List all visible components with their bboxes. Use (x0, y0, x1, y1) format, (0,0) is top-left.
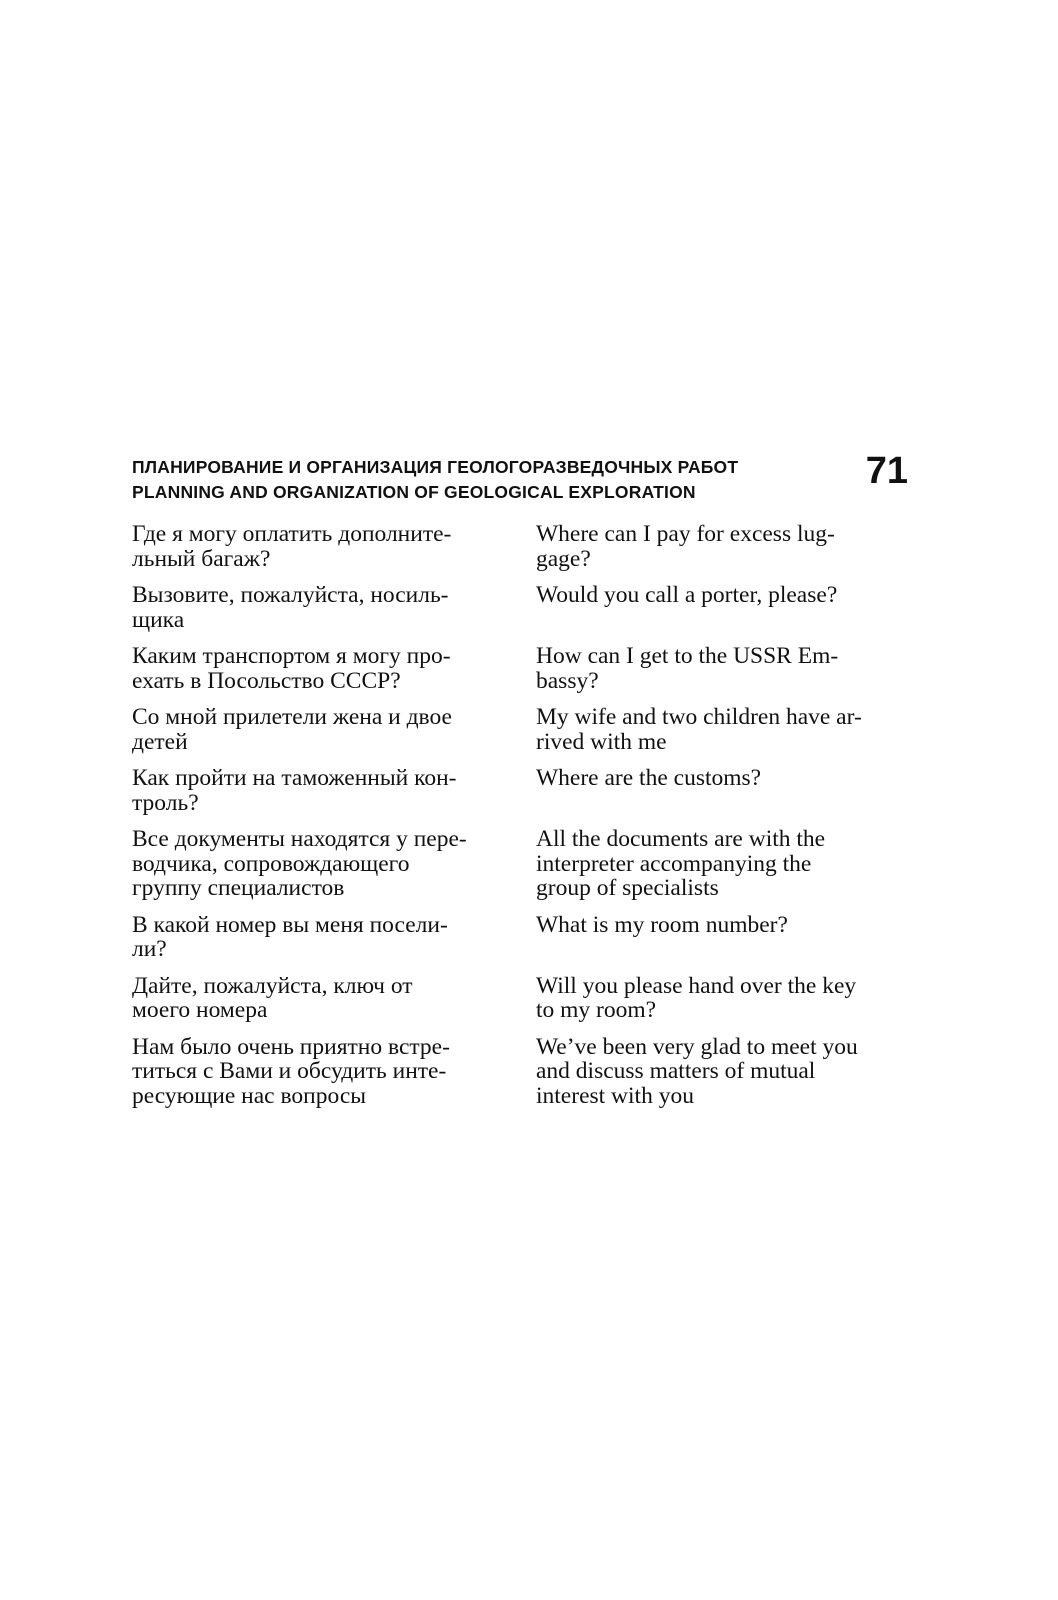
phrase-english: How can I get to the USSR Em- bassy? (536, 643, 839, 694)
phrase-russian: В какой номер вы меня посели- ли? (132, 911, 448, 962)
phrase-english: Where can I pay for excess lug- gage? (536, 521, 835, 572)
phrase-english: All the documents are with the interpreter accompanying the group of specialists (536, 826, 826, 901)
page-number: 71 (865, 450, 908, 492)
phrase-russian: Как пройти на таможенный кон- троль? (132, 765, 457, 816)
running-header (132, 450, 912, 515)
phrase-entry (132, 827, 904, 901)
phrase-english: We’ve been very glad to meet you and discuss matters of mutual interest with you (536, 1033, 858, 1109)
header-title-en: PLANNING AND ORGANIZATION OF GEOLOGICAL EXPLORATION (132, 482, 696, 502)
phrase-russian: Со мной прилетели жена и двое детей (132, 704, 452, 755)
phrase-entry (132, 913, 904, 962)
phrase-english: Will you please hand over the key to my room? (536, 972, 857, 1023)
phrase-entry (132, 583, 904, 632)
phrase-entry (132, 522, 904, 571)
phrase-entry (132, 644, 904, 693)
phrase-russian: Все документы находятся у пере- водчика, сопровождающего группу специалистов (132, 826, 467, 901)
phrase-russian: Дайте, пожалуйста, ключ от моего номера (132, 972, 413, 1023)
header-title-ru: ПЛАНИРОВАНИЕ И ОРГАНИЗАЦИЯ ГЕОЛОГОРАЗВЕДОЧНЫХ РАБОТ (132, 457, 739, 477)
phrase-english: Where are the customs? (536, 765, 762, 791)
phrase-entry (132, 1035, 904, 1109)
phrase-russian: Где я могу оплатить дополните- льный багаж? (132, 521, 452, 572)
phrase-entry (132, 766, 904, 815)
phrase-russian: Нам было очень приятно встре- титься с Вами и обсудить инте- ресующие нас вопросы (132, 1033, 450, 1109)
phrase-english: What is my room number? (536, 911, 788, 938)
phrase-english: My wife and two children have ar- rived with me (536, 704, 862, 755)
phrase-entry (132, 705, 904, 754)
phrase-entry (132, 974, 904, 1023)
phrase-list (132, 522, 904, 1120)
phrase-russian: Вызовите, пожалуйста, носиль- щика (132, 582, 449, 633)
phrase-english: Would you call a porter, please? (536, 582, 838, 608)
phrase-russian: Каким транспортом я могу про- ехать в Посольство СССР? (132, 643, 451, 694)
